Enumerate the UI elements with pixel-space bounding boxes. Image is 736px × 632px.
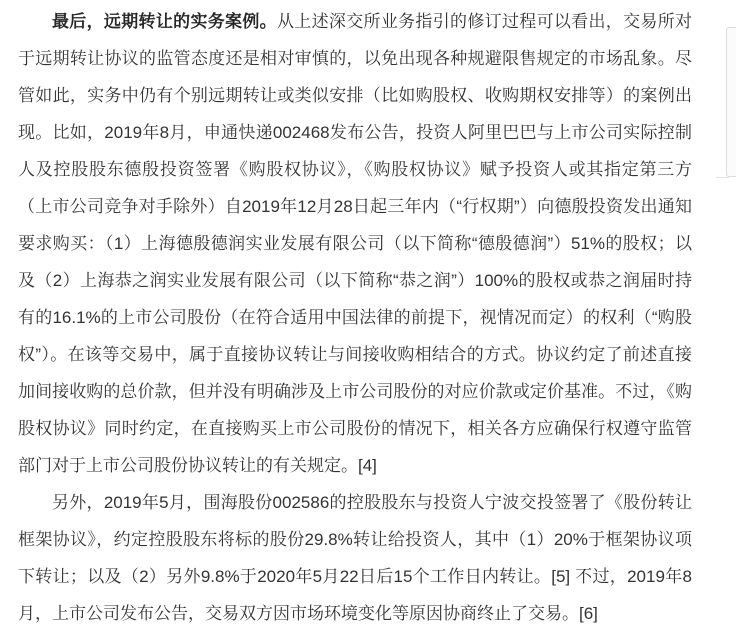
paragraph <box>18 484 692 632</box>
paragraph-text: 从上述深交所业务指引的修订过程可以看出，交易所对于远期转让协议的监管态度还是相对审慎的，以免出现各种规避限售规定的市场乱象。尽管如此，实务中仍有个别远期转让或类似安排（比如购股权、收购期权安排等）的案例出现。比如，2019年8月，申通快递002468发布公告，投资人阿里巴巴与上市公司实际控制人及控股股东德殷投资签署《购股权协议》，《购股权协议》赋予投资人或其指定第三方（上市公司竞争对手除外）自2019年12月28日起三年内（“行权期”）向德殷投资发出通知要求购买：（1）上海德殷德润实业发展有限公司（以下简称“德殷德润”）51%的股权；以及（2）上海恭之润实业发展有限公司（以下简称“恭之润”）100%的股权或恭之润届时持有的16.1%的上市公司股份（在符合适用中国法律的前提下，视情况而定）的权利（“购股权”）。在该等交易中，属于直接协议转让与间接收购相结合的方式。协议约定了前述直接加间接收购的总价款，但并没有明确涉及上市公司股份的对应价款或定价基准。不过，《购股权协议》同时约定，在直接购买上市公司股份的情况下，相关各方应确保行权遵守监管部门对于上市公司股份协议转让的有关规定。[4] <box>18 12 693 475</box>
scrollbar-thumb[interactable] <box>726 27 736 177</box>
scrollbar-tick <box>716 177 729 178</box>
paragraph <box>18 3 692 484</box>
paragraph-lead-bold: 最后，远期转让的实务案例。 <box>52 12 277 31</box>
paragraph-text: 另外，2019年5月，围海股份002586的控股股东与投资人宁波交投签署了《股份转让框架协议》，约定控股股东将标的股份29.8%转让给投资人，其中（1）20%于框架协议项下转让；以及（2）另外9.8%于2020年5月22日后15个工作日内转让。[5] 不过，2019年8月，上市公司发布公告，交易双方因市场环境变化等原因协商终止了交易。[6] <box>18 493 692 623</box>
